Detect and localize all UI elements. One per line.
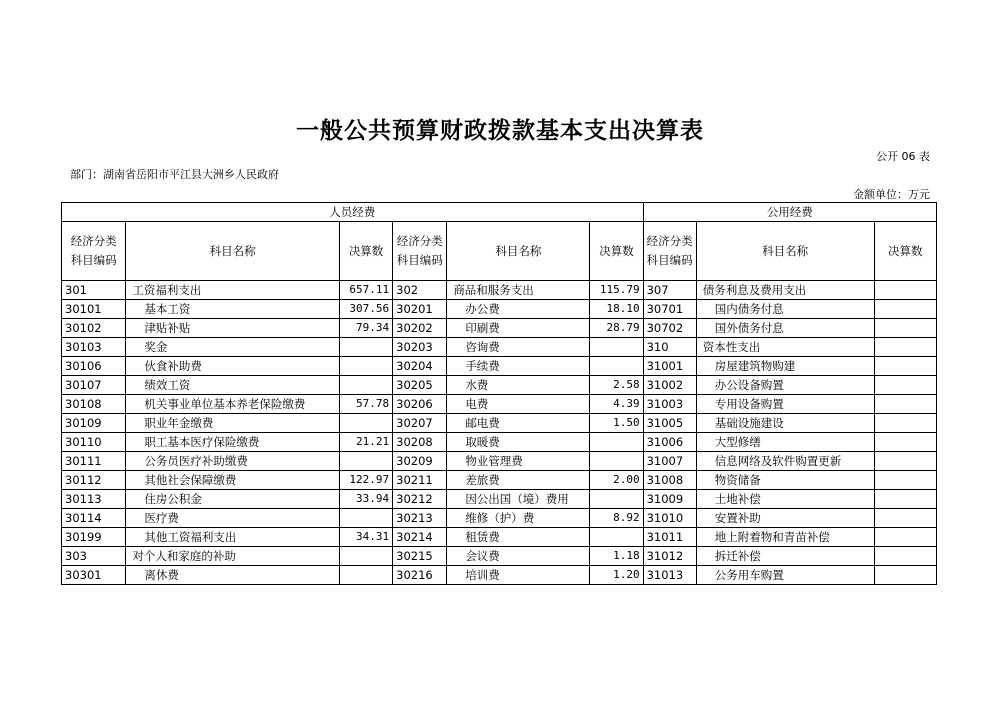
amount-cell <box>340 357 393 376</box>
name-cell: 工资福利支出 <box>126 281 340 300</box>
amount-cell: 34.31 <box>340 528 393 547</box>
amount-cell: 33.94 <box>340 490 393 509</box>
amount-cell <box>590 357 643 376</box>
name-cell: 资本性支出 <box>696 338 874 357</box>
amount-cell: 28.79 <box>590 319 643 338</box>
code-cell: 30203 <box>393 338 447 357</box>
code-cell: 30206 <box>393 395 447 414</box>
header-amount: 决算数 <box>340 222 393 281</box>
code-cell: 30216 <box>393 566 447 585</box>
name-cell: 取暖费 <box>447 433 590 452</box>
name-cell: 医疗费 <box>126 509 340 528</box>
name-cell: 债务利息及费用支出 <box>696 281 874 300</box>
code-cell: 30701 <box>643 300 696 319</box>
header-amount: 决算数 <box>590 222 643 281</box>
code-cell: 307 <box>643 281 696 300</box>
code-cell: 303 <box>62 547 126 566</box>
amount-cell <box>874 509 936 528</box>
header-name: 科目名称 <box>447 222 590 281</box>
code-cell: 30212 <box>393 490 447 509</box>
amount-cell <box>874 319 936 338</box>
name-cell: 其他工资福利支出 <box>126 528 340 547</box>
amount-cell <box>874 414 936 433</box>
amount-cell <box>340 376 393 395</box>
name-cell: 咨询费 <box>447 338 590 357</box>
amount-cell <box>590 452 643 471</box>
amount-cell <box>874 566 936 585</box>
code-cell: 30214 <box>393 528 447 547</box>
code-cell: 302 <box>393 281 447 300</box>
amount-cell: 57.78 <box>340 395 393 414</box>
code-cell: 31005 <box>643 414 696 433</box>
amount-cell: 657.11 <box>340 281 393 300</box>
amount-unit-label: 金额单位：万元 <box>853 188 930 201</box>
name-cell: 绩效工资 <box>126 376 340 395</box>
group-public: 公用经费 <box>643 203 936 222</box>
amount-cell <box>874 281 936 300</box>
name-cell: 房屋建筑物购建 <box>696 357 874 376</box>
name-cell: 奖金 <box>126 338 340 357</box>
code-cell: 30208 <box>393 433 447 452</box>
name-cell: 邮电费 <box>447 414 590 433</box>
form-number: 公开 06 表 <box>876 150 930 163</box>
amount-cell: 18.10 <box>590 300 643 319</box>
amount-cell <box>340 338 393 357</box>
code-cell: 31011 <box>643 528 696 547</box>
code-cell: 30201 <box>393 300 447 319</box>
table-row <box>62 300 937 319</box>
table-row <box>62 414 937 433</box>
amount-cell <box>874 528 936 547</box>
name-cell: 基础设施建设 <box>696 414 874 433</box>
amount-cell <box>340 509 393 528</box>
name-cell: 离休费 <box>126 566 340 585</box>
page-title: 一般公共预算财政拨款基本支出决算表 <box>296 117 704 144</box>
name-cell: 办公设备购置 <box>696 376 874 395</box>
name-cell: 物资储备 <box>696 471 874 490</box>
amount-cell: 122.97 <box>340 471 393 490</box>
table-row <box>62 566 937 585</box>
code-cell: 31001 <box>643 357 696 376</box>
table-row <box>62 376 937 395</box>
code-cell: 30213 <box>393 509 447 528</box>
name-cell: 电费 <box>447 395 590 414</box>
name-cell: 公务用车购置 <box>696 566 874 585</box>
amount-cell <box>874 376 936 395</box>
name-cell: 维修（护）费 <box>447 509 590 528</box>
amount-cell: 1.20 <box>590 566 643 585</box>
table-row <box>62 338 937 357</box>
code-cell: 31003 <box>643 395 696 414</box>
name-cell: 职工基本医疗保险缴费 <box>126 433 340 452</box>
amount-cell: 307.56 <box>340 300 393 319</box>
header-code: 经济分类科目编码 <box>393 222 447 281</box>
amount-cell: 1.18 <box>590 547 643 566</box>
code-cell: 31008 <box>643 471 696 490</box>
table-row <box>62 471 937 490</box>
name-cell: 水费 <box>447 376 590 395</box>
code-cell: 30114 <box>62 509 126 528</box>
group-personnel: 人员经费 <box>62 203 644 222</box>
header-amount: 决算数 <box>874 222 936 281</box>
table-row <box>62 547 937 566</box>
name-cell: 大型修缮 <box>696 433 874 452</box>
code-cell: 30202 <box>393 319 447 338</box>
name-cell: 因公出国（境）费用 <box>447 490 590 509</box>
amount-cell: 79.34 <box>340 319 393 338</box>
code-cell: 31009 <box>643 490 696 509</box>
header-code: 经济分类科目编码 <box>643 222 696 281</box>
code-cell: 30215 <box>393 547 447 566</box>
name-cell: 商品和服务支出 <box>447 281 590 300</box>
code-cell: 30204 <box>393 357 447 376</box>
department-label: 部门：湖南省岳阳市平江县大洲乡人民政府 <box>70 168 279 181</box>
code-cell: 31002 <box>643 376 696 395</box>
code-cell: 30209 <box>393 452 447 471</box>
amount-cell <box>590 433 643 452</box>
amount-cell <box>340 452 393 471</box>
table-row <box>62 433 937 452</box>
name-cell: 机关事业单位基本养老保险缴费 <box>126 395 340 414</box>
code-cell: 30205 <box>393 376 447 395</box>
name-cell: 其他社会保障缴费 <box>126 471 340 490</box>
code-cell: 30112 <box>62 471 126 490</box>
name-cell: 职业年金缴费 <box>126 414 340 433</box>
table-row <box>62 452 937 471</box>
amount-cell <box>874 452 936 471</box>
table-row <box>62 319 937 338</box>
header-name: 科目名称 <box>126 222 340 281</box>
amount-cell <box>874 433 936 452</box>
amount-cell <box>874 490 936 509</box>
code-cell: 30113 <box>62 490 126 509</box>
name-cell: 培训费 <box>447 566 590 585</box>
name-cell: 津贴补贴 <box>126 319 340 338</box>
code-cell: 301 <box>62 281 126 300</box>
table-row <box>62 357 937 376</box>
code-cell: 30702 <box>643 319 696 338</box>
group-header-row <box>62 203 937 222</box>
code-cell: 31006 <box>643 433 696 452</box>
code-cell: 31012 <box>643 547 696 566</box>
name-cell: 伙食补助费 <box>126 357 340 376</box>
amount-cell: 1.50 <box>590 414 643 433</box>
code-cell: 30107 <box>62 376 126 395</box>
code-cell: 31007 <box>643 452 696 471</box>
code-cell: 30211 <box>393 471 447 490</box>
name-cell: 住房公积金 <box>126 490 340 509</box>
name-cell: 对个人和家庭的补助 <box>126 547 340 566</box>
name-cell: 拆迁补偿 <box>696 547 874 566</box>
amount-cell: 4.39 <box>590 395 643 414</box>
code-cell: 30109 <box>62 414 126 433</box>
name-cell: 手续费 <box>447 357 590 376</box>
amount-cell <box>874 300 936 319</box>
code-cell: 30101 <box>62 300 126 319</box>
name-cell: 安置补助 <box>696 509 874 528</box>
table-row <box>62 490 937 509</box>
amount-cell <box>590 490 643 509</box>
amount-cell: 2.58 <box>590 376 643 395</box>
code-cell: 30301 <box>62 566 126 585</box>
amount-cell <box>340 566 393 585</box>
amount-cell: 21.21 <box>340 433 393 452</box>
header-name: 科目名称 <box>696 222 874 281</box>
code-cell: 31010 <box>643 509 696 528</box>
name-cell: 印刷费 <box>447 319 590 338</box>
name-cell: 差旅费 <box>447 471 590 490</box>
amount-cell: 8.92 <box>590 509 643 528</box>
name-cell: 国内债务付息 <box>696 300 874 319</box>
code-cell: 30199 <box>62 528 126 547</box>
code-cell: 30106 <box>62 357 126 376</box>
table-row <box>62 509 937 528</box>
table-row <box>62 395 937 414</box>
amount-cell <box>874 547 936 566</box>
code-cell: 31013 <box>643 566 696 585</box>
expenditure-table <box>61 202 937 585</box>
code-cell: 30111 <box>62 452 126 471</box>
name-cell: 信息网络及软件购置更新 <box>696 452 874 471</box>
name-cell: 会议费 <box>447 547 590 566</box>
amount-cell <box>590 528 643 547</box>
amount-cell <box>340 547 393 566</box>
name-cell: 物业管理费 <box>447 452 590 471</box>
column-header-row <box>62 222 937 281</box>
amount-cell: 2.00 <box>590 471 643 490</box>
table-row <box>62 281 937 300</box>
amount-cell <box>340 414 393 433</box>
code-cell: 30102 <box>62 319 126 338</box>
name-cell: 专用设备购置 <box>696 395 874 414</box>
code-cell: 30207 <box>393 414 447 433</box>
name-cell: 租赁费 <box>447 528 590 547</box>
amount-cell: 115.79 <box>590 281 643 300</box>
code-cell: 30110 <box>62 433 126 452</box>
code-cell: 310 <box>643 338 696 357</box>
name-cell: 地上附着物和青苗补偿 <box>696 528 874 547</box>
name-cell: 基本工资 <box>126 300 340 319</box>
name-cell: 公务员医疗补助缴费 <box>126 452 340 471</box>
amount-cell <box>874 357 936 376</box>
name-cell: 办公费 <box>447 300 590 319</box>
amount-cell <box>874 395 936 414</box>
table-row <box>62 528 937 547</box>
header-code: 经济分类科目编码 <box>62 222 126 281</box>
name-cell: 国外债务付息 <box>696 319 874 338</box>
amount-cell <box>590 338 643 357</box>
amount-cell <box>874 471 936 490</box>
code-cell: 30103 <box>62 338 126 357</box>
name-cell: 土地补偿 <box>696 490 874 509</box>
amount-cell <box>874 338 936 357</box>
code-cell: 30108 <box>62 395 126 414</box>
